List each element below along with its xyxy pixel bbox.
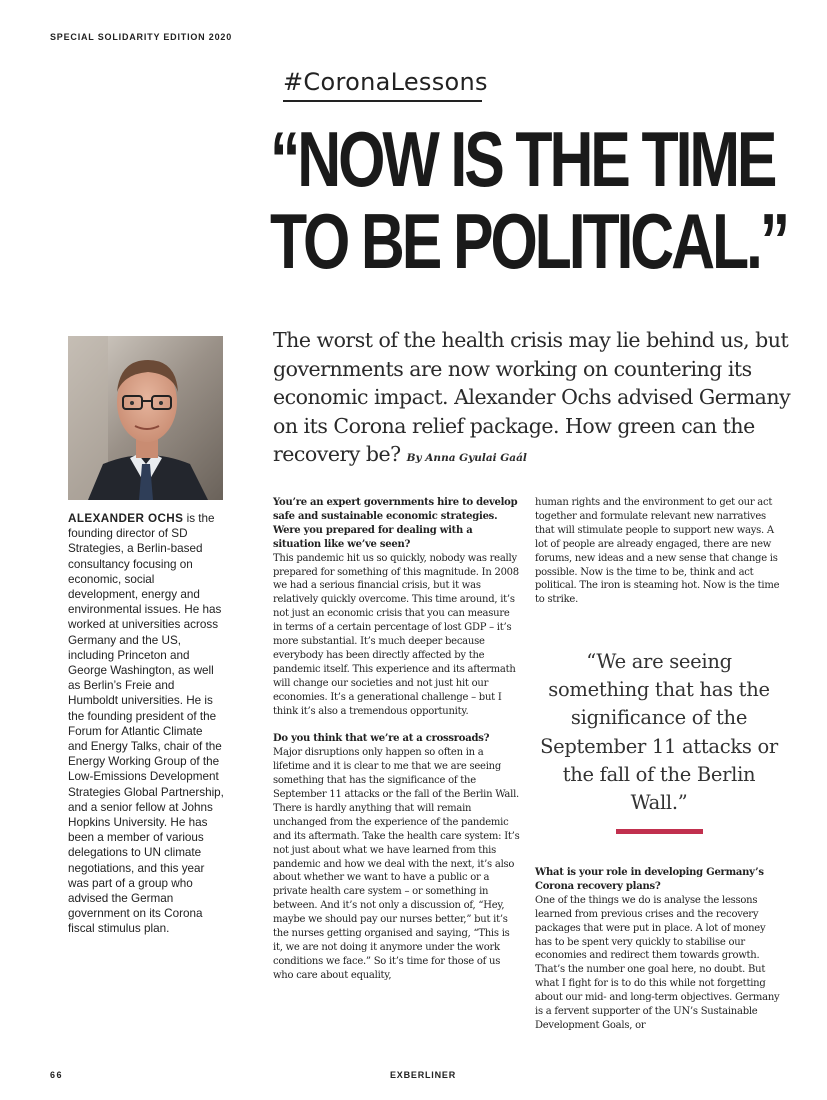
question-3: What is your role in developing Germany’s Corona recovery plans? <box>535 867 764 892</box>
bio-name: ALEXANDER OCHS <box>68 512 184 525</box>
headline <box>270 115 788 285</box>
headline-line-2: TO BE POLITICAL.” <box>270 197 788 285</box>
answer-1: This pandemic hit us so quickly, nobody was really prepared for something of this magnitude. In 2008 we had a serious financial crisis, but it was relatively quickly overcome. This time around, it’s not just an economic crisis that you can measure in terms of a certain percentage of lost GDP – it’s more substantial. It’s much deeper because everybody has been directly affected by the pandemic itself. This experience and its aftermath will change our societies and not just hit our economies. It’s a generational challenge – but I think it’s also a tremendous opportunity. <box>273 552 519 717</box>
qa-block-3 <box>535 866 783 1033</box>
answer-2-continued: human rights and the environment to get our act together and formulate relevant new narratives that will stimulate people to support new ways. A lot of people are already engaged, there are new forums, new ideas and a new sense that change is possible. Now is the time to be, think and act political. The iron is steaming hot. Now is the time to strike. <box>535 497 780 606</box>
portrait-image <box>68 336 223 500</box>
pull-quote-accent-bar <box>616 829 703 834</box>
bio-text: is the founding director of SD Strategies, a Berlin-based consultancy focusing on economic, social development, energy and environmental issues. He has worked at universities across Germany and the US, including Princeton and George Washington, as well as Berlin’s Freie and Humboldt universities. He is the founding president of the Forum for Atlantic Climate and Energy Talks, chair of the Energy Working Group of the Low-Emissions Development Strategies Global Partnership, and a senior fellow at Johns Hopkins University. He has been a member of various delegations to UN climate negotiations, and this year was part of a group who advised the German government on its Corona fiscal stimulus plan. <box>68 512 224 936</box>
author-bio <box>68 511 224 937</box>
qa-block-1 <box>273 496 521 719</box>
answer-3: One of the things we do is analyse the lessons learned from previous crises and the recovery packages that were put in place. A lot of money has to be spent very quickly to stabilise our economies and redirect them towards growth. That’s the number one goal here, no doubt. But what I fight for is to do this while not forgetting about our mid- and long-term objectives. Germany is a fervent supporter of the UN’s Sustainable Development Goals, or <box>535 894 780 1031</box>
headline-line-1: “NOW IS THE TIME <box>270 115 775 203</box>
byline: By Anna Gyulai Gaál <box>406 452 527 464</box>
article-column-2 <box>535 496 783 621</box>
portrait-photo <box>68 336 223 500</box>
question-1: You’re an expert governments hire to develop safe and sustainable economic strategies. Were you prepared for dealing with a situation like we’ve seen? <box>273 497 518 550</box>
standfirst <box>273 326 793 473</box>
question-2: Do you think that we’re at a crossroads? <box>273 733 490 745</box>
article-column-3 <box>535 866 783 1047</box>
hashtag-kicker: #CoronaLessons <box>283 68 488 96</box>
edition-label: SPECIAL SOLIDARITY EDITION 2020 <box>50 32 233 42</box>
magazine-brand: EXBERLINER <box>390 1070 457 1080</box>
pull-quote: “We are seeing something that has the significance of the September 11 attacks or the fall of the Berlin Wall.” <box>540 650 778 815</box>
answer-2: Major disruptions only happen so often in a lifetime and it is clear to me that we are seeing something that has the significance of the September 11 attacks or the fall of the Berlin Wall. There is hardly anything that will remain unchanged from the experience of the pandemic and its aftermath. Take the health care system: It’s not just about what we have learned from this pandemic and how we deal with the next, it’s also about whether we want to have a public or a private health care system – or something in between. And it’s not only a discussion of, “Hey, maybe we should pay our nurses better,” but it’s the nurses getting organised and saying, “This is it, we are not doing it anymore under the work conditions we face.” So it’s time for those of us who care about equality, <box>273 747 520 981</box>
page-number: 66 <box>50 1070 64 1080</box>
hashtag-underline <box>283 100 482 102</box>
standfirst-text: The worst of the health crisis may lie behind us, but governments are now working on countering its economic impact. Alexander Ochs advised Germany on its Corona relief package. How green can the recovery be? <box>273 328 791 466</box>
qa-block-2 <box>273 732 521 982</box>
article-column-1 <box>273 496 521 997</box>
